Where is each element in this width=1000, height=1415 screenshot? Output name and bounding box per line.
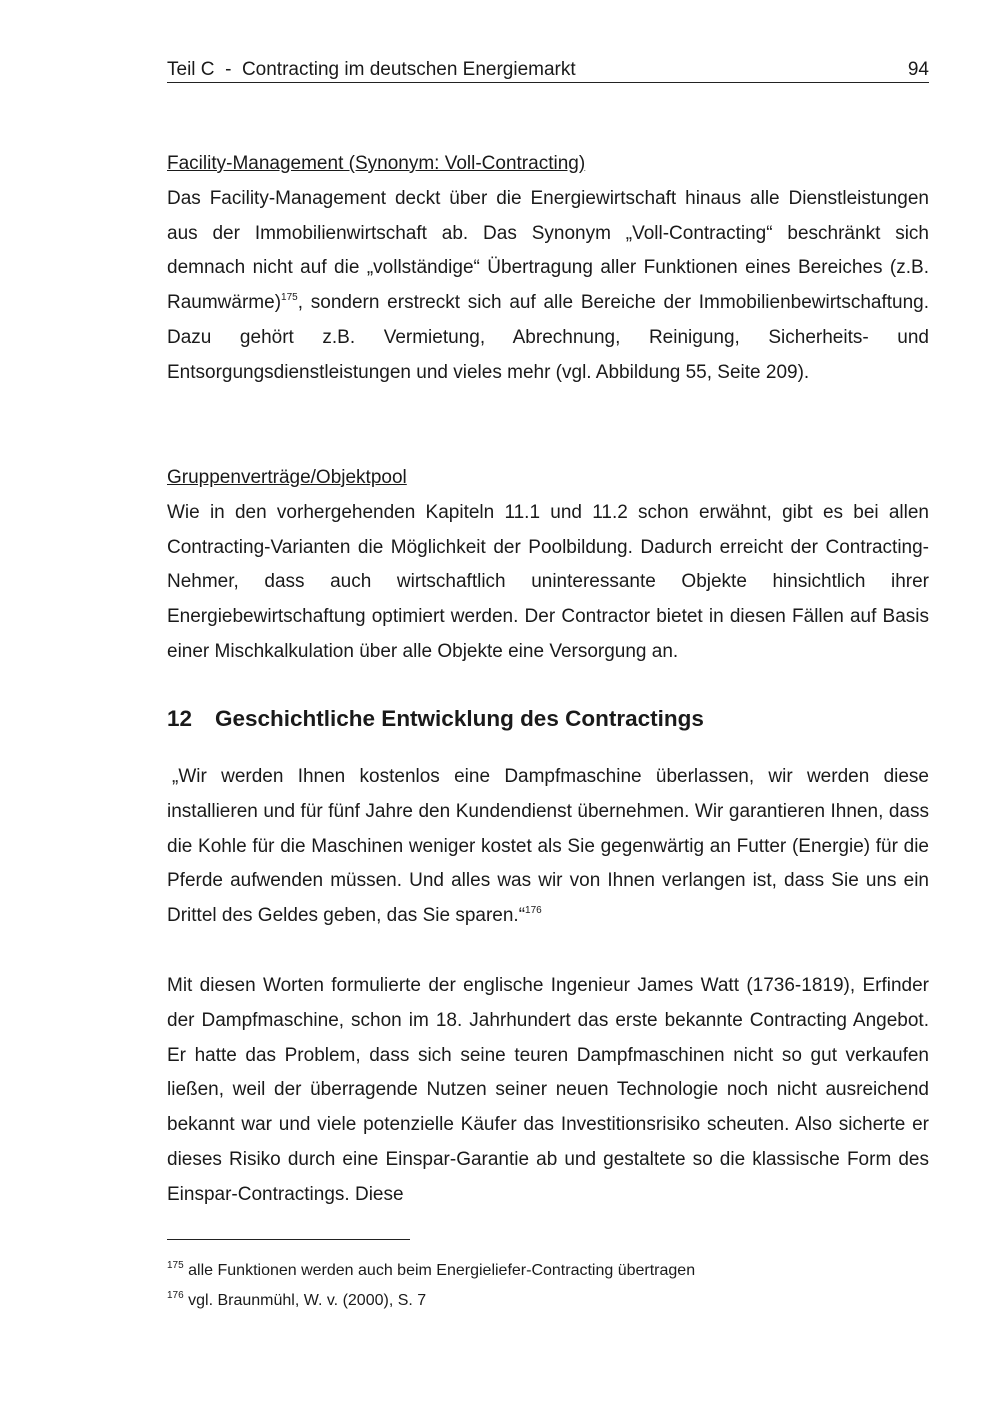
- chapter-number: 12: [167, 706, 193, 731]
- footnote-ref-175[interactable]: 175: [281, 292, 298, 304]
- quote-text: „Wir werden Ihnen kostenlos eine Dampfmaschine überlassen, wir werden diese installieren und für fünf Jahre den Kundendienst übernehmen. Wir garantieren Ihnen, dass die Kohle für die Maschinen weniger kostet als Sie gegenwärtig an Futter (Energie) für die Pferde aufwenden müssen. Und alles was wir von Ihnen verlangen ist, dass Sie uns ein Drittel des Geldes geben, das Sie sparen.“: [167, 766, 929, 927]
- footnote-text: alle Funktionen werden auch beim Energieliefer-Contracting übertragen: [188, 1262, 696, 1279]
- section-objektpool: [167, 461, 929, 670]
- footnote-number: 175: [167, 1260, 184, 1271]
- document-page: [167, 0, 929, 1415]
- subheading-facility-management: Facility-Management (Synonym: Voll-Contracting): [167, 153, 586, 174]
- paragraph-objektpool: Wie in den vorhergehenden Kapiteln 11.1 und 11.2 schon erwähnt, gibt es bei allen Contracting-Varianten die Möglichkeit der Poolbildung. Dadurch erreicht der Contracting-Nehmer, dass auch wirtschaftlich uninteressante Objekte hinsichtlich ihrer Energiebewirtschaftung optimiert werden. Der Contractor bietet in diesen Fällen auf Basis einer Mischkalkulation über alle Objekte eine Versorgung an.: [167, 501, 929, 662]
- paragraph-james-watt: Mit diesen Worten formulierte der englische Ingenieur James Watt (1736-1819), Erfinder der Dampfmaschine, schon im 18. Jahrhundert das erste bekannte Contracting Angebot. Er hatte das Problem, dass sich seine teuren Dampfmaschinen nicht so gut verkaufen ließen, weil der überragende Nutzen seiner neuen Technologie noch nicht ausreichend bekannt war und viele potenzielle Käufer das Investitionsrisiko scheuten. Also sicherte er dieses Risiko durch eine Einspar-Garantie ab und gestaltete so die klassische Form des Einspar-Contractings. Diese: [167, 975, 929, 1205]
- footnote-text: vgl. Braunmühl, W. v. (2000), S. 7: [188, 1292, 427, 1309]
- footnote-separator: [167, 1239, 410, 1240]
- running-header: [167, 58, 929, 83]
- quote-paragraph: [167, 760, 929, 934]
- subheading-objektpool: Gruppenverträge/Objektpool: [167, 467, 407, 488]
- footnote-number: 176: [167, 1290, 184, 1301]
- section-james-watt: [167, 969, 929, 1213]
- page-number: 94: [907, 59, 929, 80]
- footnote-ref-176[interactable]: 176: [525, 905, 542, 917]
- header-title: Teil C - Contracting im deutschen Energiemarkt: [167, 59, 576, 80]
- quote-block: [167, 760, 929, 934]
- section-facility-management: [167, 147, 929, 391]
- footnote-176: [167, 1291, 426, 1311]
- chapter-title: Geschichtliche Entwicklung des Contractings: [215, 706, 704, 731]
- paragraph-text: , sondern erstreckt sich auf alle Bereiche der Immobilienbewirtschaftung. Dazu gehört z.B. Vermietung, Abrechnung, Reinigung, Sicherheits- und Entsorgungsdienstleistungen und vieles mehr (vgl. Abbildung 55, Seite 209).: [167, 292, 929, 383]
- footnote-175: [167, 1261, 695, 1281]
- paragraph-text: Das Facility-Management deckt über die Energiewirtschaft hinaus alle Dienstleistungen aus der Immobilienwirtschaft ab. Das Synonym „Voll-Contracting“ beschränkt sich demnach nicht auf die „vollständige“ Übertragung aller Funktionen eines Bereiches (z.B. Raumwärme): [167, 187, 929, 314]
- paragraph-facility-management: [167, 182, 929, 391]
- chapter-heading: [167, 702, 704, 736]
